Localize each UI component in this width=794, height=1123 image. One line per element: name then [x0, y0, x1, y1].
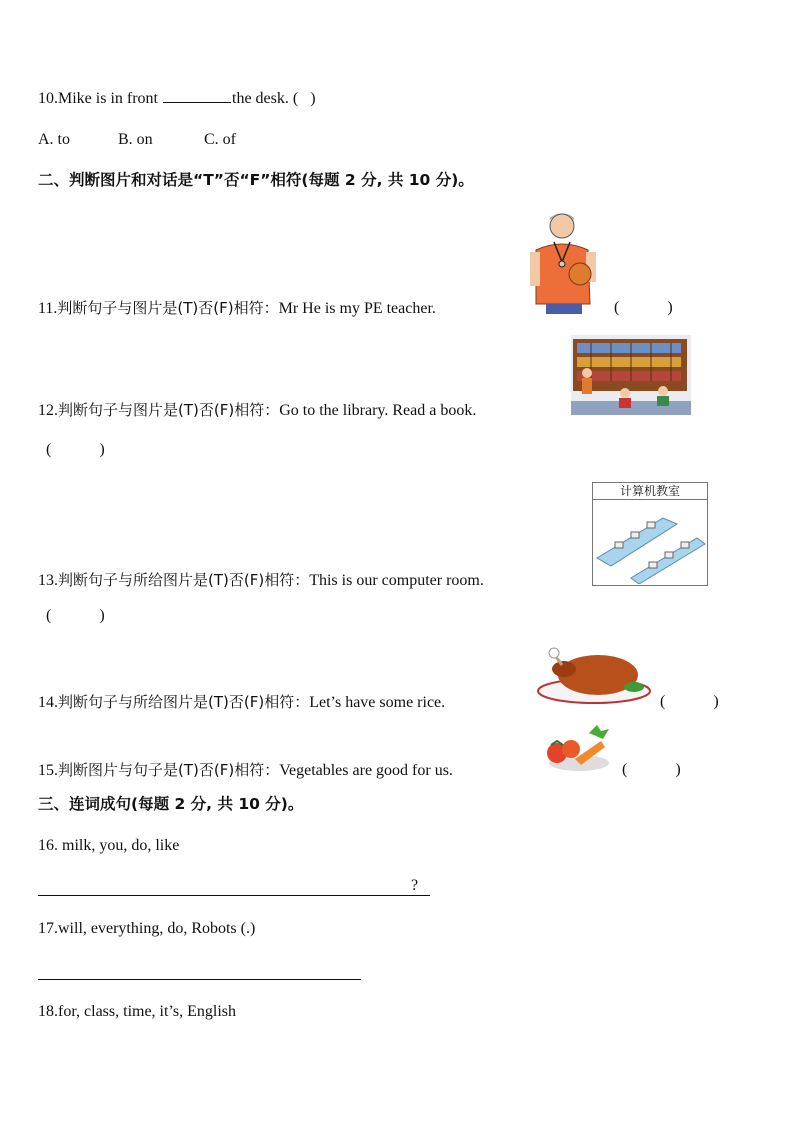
q12-instruction: 判断句子与图片是(T)否(F)相符： [58, 401, 280, 419]
q12-sentence: Go to the library. Read a book. [279, 402, 477, 419]
question-14 [38, 692, 445, 713]
question-11 [38, 298, 436, 319]
q17-answer-line[interactable] [38, 979, 361, 980]
q12-number: 12. [38, 402, 58, 419]
q15-answer-paren[interactable]: ( ) [622, 761, 681, 778]
q14-answer-paren[interactable]: ( ) [660, 693, 719, 710]
question-16: 16. milk, you, do, like [38, 837, 180, 854]
computer-room-picture [592, 482, 708, 586]
q14-sentence: Let’s have some rice. [309, 694, 446, 711]
q13-sentence: This is our computer room. [309, 572, 484, 589]
q13-answer-paren[interactable]: ( ) [46, 607, 105, 624]
option-c[interactable]: C. of [204, 131, 236, 148]
q11-answer-paren[interactable]: ( ) [614, 299, 673, 316]
q15-sentence: Vegetables are good for us. [279, 762, 453, 779]
q14-instruction: 判断句子与所给图片是(T)否(F)相符： [58, 693, 310, 711]
computer-room-sign: 计算机教室 [593, 483, 707, 500]
q12-answer-paren[interactable]: ( ) [46, 441, 105, 458]
question-10 [38, 88, 316, 109]
q13-number: 13. [38, 572, 58, 589]
option-a[interactable]: A. to [38, 131, 70, 148]
q15-instruction: 判断图片与句子是(T)否(F)相符： [58, 761, 280, 779]
vegetables-picture [543, 723, 613, 773]
question-15 [38, 760, 453, 781]
question-18: 18.for, class, time, it’s, English [38, 1003, 237, 1020]
pe-teacher-picture [526, 208, 602, 314]
q16-question-mark: ? [411, 877, 419, 894]
q13-instruction: 判断句子与所给图片是(T)否(F)相符： [58, 571, 310, 589]
q11-number: 11. [38, 300, 58, 317]
q10-suffix: the desk. ( [232, 90, 299, 107]
roast-turkey-picture [536, 645, 654, 709]
q10-prefix: 10.Mike is in front [38, 90, 162, 107]
section-2-title: 二、判断图片和对话是“T”否“F”相符(每题 2 分, 共 10 分)。 [38, 171, 474, 189]
question-12 [38, 400, 476, 421]
library-picture [571, 335, 691, 415]
option-b[interactable]: B. on [118, 131, 153, 148]
computer-desks-icon [593, 500, 707, 584]
q14-number: 14. [38, 694, 58, 711]
question-13 [38, 570, 484, 591]
section-3-title: 三、连词成句(每题 2 分, 共 10 分)。 [38, 795, 304, 813]
question-17: 17.will, everything, do, Robots (.) [38, 920, 256, 937]
q16-answer-line[interactable] [38, 895, 430, 896]
q10-close: ) [310, 90, 316, 107]
q10-options [38, 130, 236, 150]
q11-sentence: Mr He is my PE teacher. [278, 300, 436, 317]
q11-instruction: 判断句子与图片是(T)否(F)相符： [57, 299, 279, 317]
q15-number: 15. [38, 762, 58, 779]
q10-blank[interactable] [163, 88, 231, 103]
